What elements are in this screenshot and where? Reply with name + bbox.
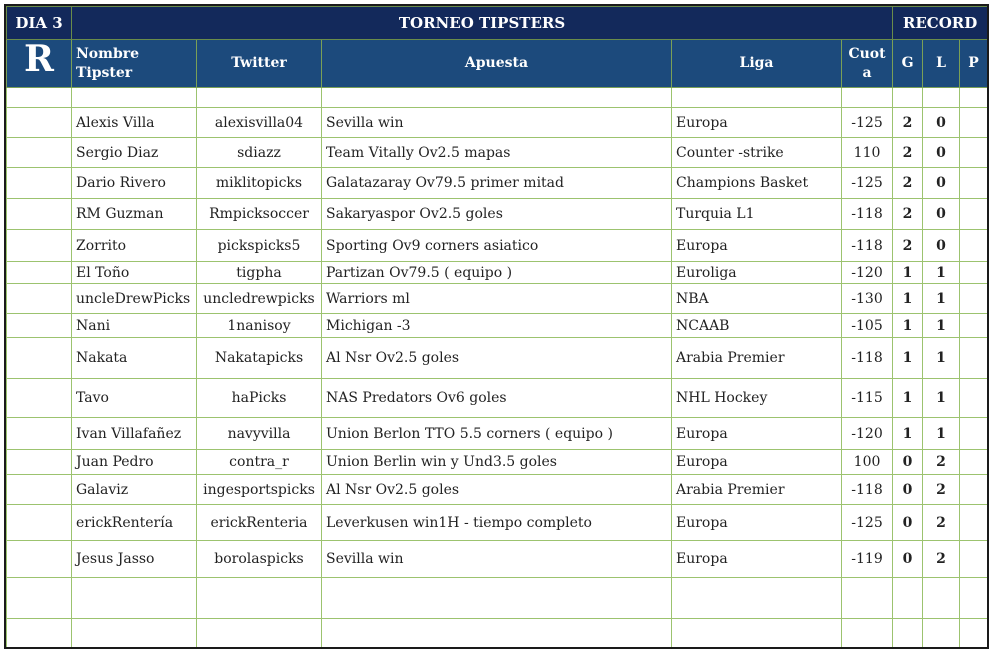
cell-odds: -118 (842, 338, 893, 379)
col-name: Nombre Tipster (72, 40, 197, 88)
empty-cell (960, 541, 988, 578)
col-twitter: Twitter (197, 40, 322, 88)
cell-l: 1 (923, 262, 960, 284)
empty-cell (7, 199, 72, 230)
cell-bet: Sporting Ov9 corners asiatico (322, 230, 672, 262)
cell-name: Galaviz (72, 475, 197, 505)
cell-name: RM Guzman (72, 199, 197, 230)
tipsters-table (6, 6, 988, 649)
cell-name: Juan Pedro (72, 450, 197, 475)
cell-name: Sergio Diaz (72, 138, 197, 168)
cell-name: erickRentería (72, 505, 197, 541)
empty-cell (960, 505, 988, 541)
empty-cell (842, 578, 893, 619)
empty-cell (7, 284, 72, 314)
empty-cell (197, 619, 322, 650)
cell-odds: -118 (842, 475, 893, 505)
cell-league: Counter -strike (672, 138, 842, 168)
empty-cell (893, 578, 923, 619)
empty-cell (72, 578, 197, 619)
cell-g: 1 (893, 314, 923, 338)
empty-cell (923, 619, 960, 650)
cell-odds: -125 (842, 168, 893, 199)
cell-league: NCAAB (672, 314, 842, 338)
cell-league: Champions Basket (672, 168, 842, 199)
table-row (7, 284, 988, 314)
empty-cell (672, 619, 842, 650)
empty-cell (7, 379, 72, 418)
cell-g: 1 (893, 418, 923, 450)
cell-bet: Sevilla win (322, 541, 672, 578)
empty-cell (7, 314, 72, 338)
col-odds: Cuota (842, 40, 893, 88)
cell-g: 1 (893, 338, 923, 379)
cell-bet: Union Berlon TTO 5.5 corners ( equipo ) (322, 418, 672, 450)
col-bet: Apuesta (322, 40, 672, 88)
table-body (7, 88, 988, 650)
empty-cell (7, 418, 72, 450)
cell-name: Alexis Villa (72, 108, 197, 138)
cell-league: NBA (672, 284, 842, 314)
empty-cell (72, 619, 197, 650)
table-row (7, 108, 988, 138)
cell-name: Ivan Villafañez (72, 418, 197, 450)
cell-bet: Warriors ml (322, 284, 672, 314)
title-row (7, 7, 988, 40)
empty-cell (842, 619, 893, 650)
table-row (7, 418, 988, 450)
table-row (7, 379, 988, 418)
table-row (7, 230, 988, 262)
empty-cell (923, 578, 960, 619)
empty-row (7, 619, 988, 650)
cell-g: 2 (893, 108, 923, 138)
empty-cell (7, 541, 72, 578)
table-row (7, 262, 988, 284)
record-label: RECORD (893, 7, 988, 40)
cell-name: Dario Rivero (72, 168, 197, 199)
empty-cell (7, 88, 72, 108)
cell-bet: Team Vitally Ov2.5 mapas (322, 138, 672, 168)
empty-cell (197, 88, 322, 108)
cell-l: 0 (923, 138, 960, 168)
empty-cell (672, 88, 842, 108)
cell-odds: -125 (842, 108, 893, 138)
cell-g: 0 (893, 475, 923, 505)
empty-cell (923, 88, 960, 108)
cell-twitter: contra_r (197, 450, 322, 475)
cell-twitter: uncledrewpicks (197, 284, 322, 314)
cell-g: 0 (893, 505, 923, 541)
cell-l: 2 (923, 541, 960, 578)
col-g: G (893, 40, 923, 88)
table-row (7, 475, 988, 505)
empty-cell (7, 108, 72, 138)
cell-l: 0 (923, 168, 960, 199)
empty-cell (960, 450, 988, 475)
logo-letter: R (24, 39, 54, 80)
cell-twitter: pickspicks5 (197, 230, 322, 262)
empty-cell (7, 168, 72, 199)
day-label: DIA 3 (7, 7, 72, 40)
cell-l: 2 (923, 505, 960, 541)
cell-bet: Al Nsr Ov2.5 goles (322, 338, 672, 379)
tournament-title: TORNEO TIPSTERS (72, 7, 893, 40)
cell-twitter: ingesportspicks (197, 475, 322, 505)
cell-league: Europa (672, 450, 842, 475)
cell-league: Europa (672, 108, 842, 138)
cell-twitter: alexisvilla04 (197, 108, 322, 138)
table-row (7, 138, 988, 168)
cell-league: Euroliga (672, 262, 842, 284)
cell-bet: Al Nsr Ov2.5 goles (322, 475, 672, 505)
cell-g: 0 (893, 450, 923, 475)
cell-odds: -120 (842, 262, 893, 284)
col-l: L (923, 40, 960, 88)
cell-l: 0 (923, 108, 960, 138)
cell-odds: -105 (842, 314, 893, 338)
empty-row (7, 88, 988, 108)
cell-twitter: Rmpicksoccer (197, 199, 322, 230)
cell-odds: -115 (842, 379, 893, 418)
cell-g: 1 (893, 262, 923, 284)
empty-cell (960, 138, 988, 168)
cell-league: Turquia L1 (672, 199, 842, 230)
empty-cell (7, 262, 72, 284)
table-row (7, 199, 988, 230)
empty-cell (7, 338, 72, 379)
cell-league: Europa (672, 541, 842, 578)
empty-cell (960, 418, 988, 450)
column-header-row (7, 40, 988, 88)
cell-name: uncleDrewPicks (72, 284, 197, 314)
cell-l: 1 (923, 314, 960, 338)
cell-l: 2 (923, 475, 960, 505)
table-row (7, 450, 988, 475)
empty-cell (960, 475, 988, 505)
cell-g: 1 (893, 379, 923, 418)
cell-league: Europa (672, 505, 842, 541)
cell-l: 0 (923, 230, 960, 262)
table-row (7, 314, 988, 338)
tipsters-sheet (4, 4, 989, 649)
cell-league: Europa (672, 418, 842, 450)
cell-l: 1 (923, 418, 960, 450)
empty-cell (7, 505, 72, 541)
cell-twitter: Nakatapicks (197, 338, 322, 379)
empty-cell (960, 230, 988, 262)
cell-g: 0 (893, 541, 923, 578)
table-row (7, 505, 988, 541)
cell-g: 2 (893, 230, 923, 262)
cell-odds: -118 (842, 199, 893, 230)
cell-l: 1 (923, 338, 960, 379)
cell-twitter: tigpha (197, 262, 322, 284)
empty-cell (72, 88, 197, 108)
cell-league: Europa (672, 230, 842, 262)
cell-bet: Sevilla win (322, 108, 672, 138)
cell-twitter: erickRenteria (197, 505, 322, 541)
cell-name: El Toño (72, 262, 197, 284)
empty-cell (960, 199, 988, 230)
empty-cell (960, 314, 988, 338)
cell-name: Nani (72, 314, 197, 338)
cell-bet: NAS Predators Ov6 goles (322, 379, 672, 418)
empty-cell (322, 88, 672, 108)
cell-bet: Union Berlin win y Und3.5 goles (322, 450, 672, 475)
empty-cell (960, 88, 988, 108)
empty-cell (322, 619, 672, 650)
empty-cell (960, 262, 988, 284)
empty-row (7, 578, 988, 619)
empty-cell (672, 578, 842, 619)
cell-l: 0 (923, 199, 960, 230)
empty-cell (7, 475, 72, 505)
cell-twitter: borolaspicks (197, 541, 322, 578)
cell-league: NHL Hockey (672, 379, 842, 418)
empty-cell (893, 619, 923, 650)
cell-odds: 110 (842, 138, 893, 168)
cell-bet: Galatazaray Ov79.5 primer mitad (322, 168, 672, 199)
empty-cell (960, 338, 988, 379)
empty-cell (322, 578, 672, 619)
cell-odds: -120 (842, 418, 893, 450)
table-row (7, 541, 988, 578)
cell-twitter: sdiazz (197, 138, 322, 168)
col-p: P (960, 40, 988, 88)
table-row (7, 168, 988, 199)
empty-cell (842, 88, 893, 108)
cell-odds: -125 (842, 505, 893, 541)
empty-cell (7, 138, 72, 168)
empty-cell (960, 578, 988, 619)
cell-bet: Michigan -3 (322, 314, 672, 338)
cell-l: 1 (923, 284, 960, 314)
cell-name: Zorrito (72, 230, 197, 262)
cell-g: 2 (893, 138, 923, 168)
cell-bet: Leverkusen win1H - tiempo completo (322, 505, 672, 541)
cell-g: 2 (893, 168, 923, 199)
cell-bet: Sakaryaspor Ov2.5 goles (322, 199, 672, 230)
cell-odds: -118 (842, 230, 893, 262)
empty-cell (7, 619, 72, 650)
empty-cell (7, 578, 72, 619)
empty-cell (960, 108, 988, 138)
cell-name: Jesus Jasso (72, 541, 197, 578)
cell-odds: 100 (842, 450, 893, 475)
col-league: Liga (672, 40, 842, 88)
cell-name: Nakata (72, 338, 197, 379)
cell-name: Tavo (72, 379, 197, 418)
cell-l: 2 (923, 450, 960, 475)
cell-bet: Partizan Ov79.5 ( equipo ) (322, 262, 672, 284)
empty-cell (960, 284, 988, 314)
cell-l: 1 (923, 379, 960, 418)
cell-twitter: haPicks (197, 379, 322, 418)
cell-g: 1 (893, 284, 923, 314)
empty-cell (960, 168, 988, 199)
cell-g: 2 (893, 199, 923, 230)
empty-cell (7, 450, 72, 475)
empty-cell (197, 578, 322, 619)
cell-twitter: navyvilla (197, 418, 322, 450)
cell-league: Arabia Premier (672, 475, 842, 505)
cell-twitter: 1nanisoy (197, 314, 322, 338)
empty-cell (960, 379, 988, 418)
cell-odds: -119 (842, 541, 893, 578)
empty-cell (893, 88, 923, 108)
cell-odds: -130 (842, 284, 893, 314)
empty-cell (7, 230, 72, 262)
table-row (7, 338, 988, 379)
logo-cell (7, 40, 72, 88)
empty-cell (960, 619, 988, 650)
cell-league: Arabia Premier (672, 338, 842, 379)
cell-twitter: miklitopicks (197, 168, 322, 199)
